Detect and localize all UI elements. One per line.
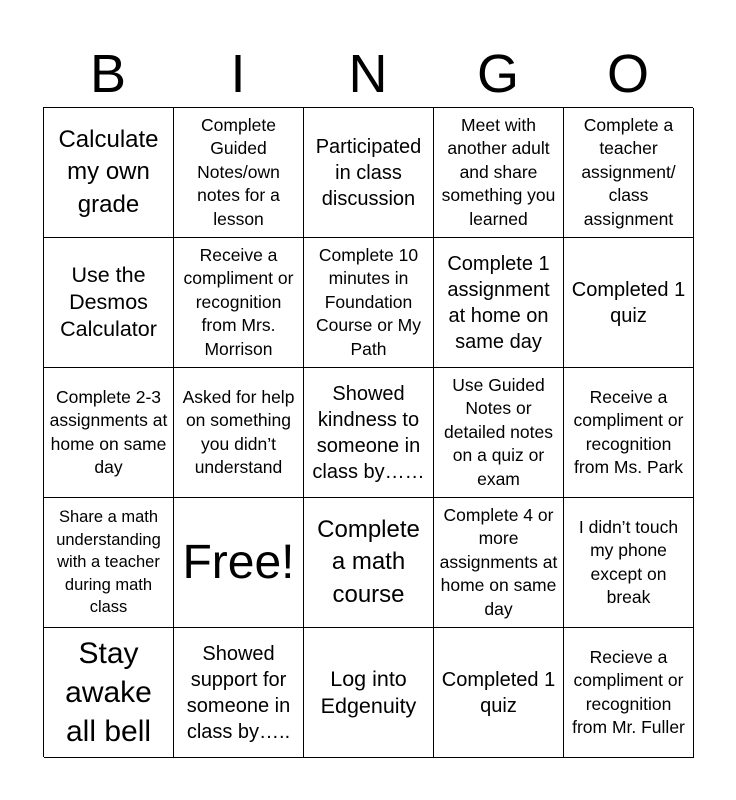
header-letter-b: B bbox=[89, 44, 127, 104]
header-letter-o: O bbox=[606, 44, 649, 104]
header-letter-g: G bbox=[476, 44, 519, 104]
bingo-cell: Showed kindness to someone in class by…… bbox=[304, 368, 434, 498]
bingo-cell: Receive a compliment or recognition from Mrs. Morrison bbox=[174, 238, 304, 368]
bingo-cell: Participated in class discussion bbox=[304, 108, 434, 238]
bingo-cell: Complete Guided Notes/own notes for a lesson bbox=[174, 108, 304, 238]
bingo-cell: Completed 1 quiz bbox=[564, 238, 694, 368]
free-space-cell: Free! bbox=[174, 498, 304, 628]
bingo-cell: Use Guided Notes or detailed notes on a quiz or exam bbox=[434, 368, 564, 498]
bingo-cell: Complete 1 assignment at home on same day bbox=[434, 238, 564, 368]
header-letter-n: N bbox=[348, 44, 388, 104]
bingo-cell: Complete 4 or more assignments at home on same day bbox=[434, 498, 564, 628]
bingo-cell: Share a math understanding with a teacher during math class bbox=[44, 498, 174, 628]
bingo-cell: Meet with another adult and share something you learned bbox=[434, 108, 564, 238]
bingo-board bbox=[43, 107, 693, 757]
bingo-cell: Stay awake all bell bbox=[44, 628, 174, 758]
bingo-cell: Asked for help on something you didn’t understand bbox=[174, 368, 304, 498]
bingo-cell: Complete a math course bbox=[304, 498, 434, 628]
bingo-cell: Completed 1 quiz bbox=[434, 628, 564, 758]
bingo-cell: I didn’t touch my phone except on break bbox=[564, 498, 694, 628]
bingo-cell: Complete 10 minutes in Foundation Course or My Path bbox=[304, 238, 434, 368]
header-letter-i: I bbox=[230, 44, 246, 104]
bingo-cell: Log into Edgenuity bbox=[304, 628, 434, 758]
bingo-cell: Showed support for someone in class by….. bbox=[174, 628, 304, 758]
bingo-cell: Calculate my own grade bbox=[44, 108, 174, 238]
bingo-cell: Complete a teacher assignment/ class assignment bbox=[564, 108, 694, 238]
bingo-cell: Use the Desmos Calculator bbox=[44, 238, 174, 368]
bingo-cell: Complete 2-3 assignments at home on same day bbox=[44, 368, 174, 498]
bingo-header bbox=[43, 40, 693, 108]
bingo-cell: Recieve a compliment or recognition from Mr. Fuller bbox=[564, 628, 694, 758]
bingo-cell: Receive a compliment or recognition from Ms. Park bbox=[564, 368, 694, 498]
